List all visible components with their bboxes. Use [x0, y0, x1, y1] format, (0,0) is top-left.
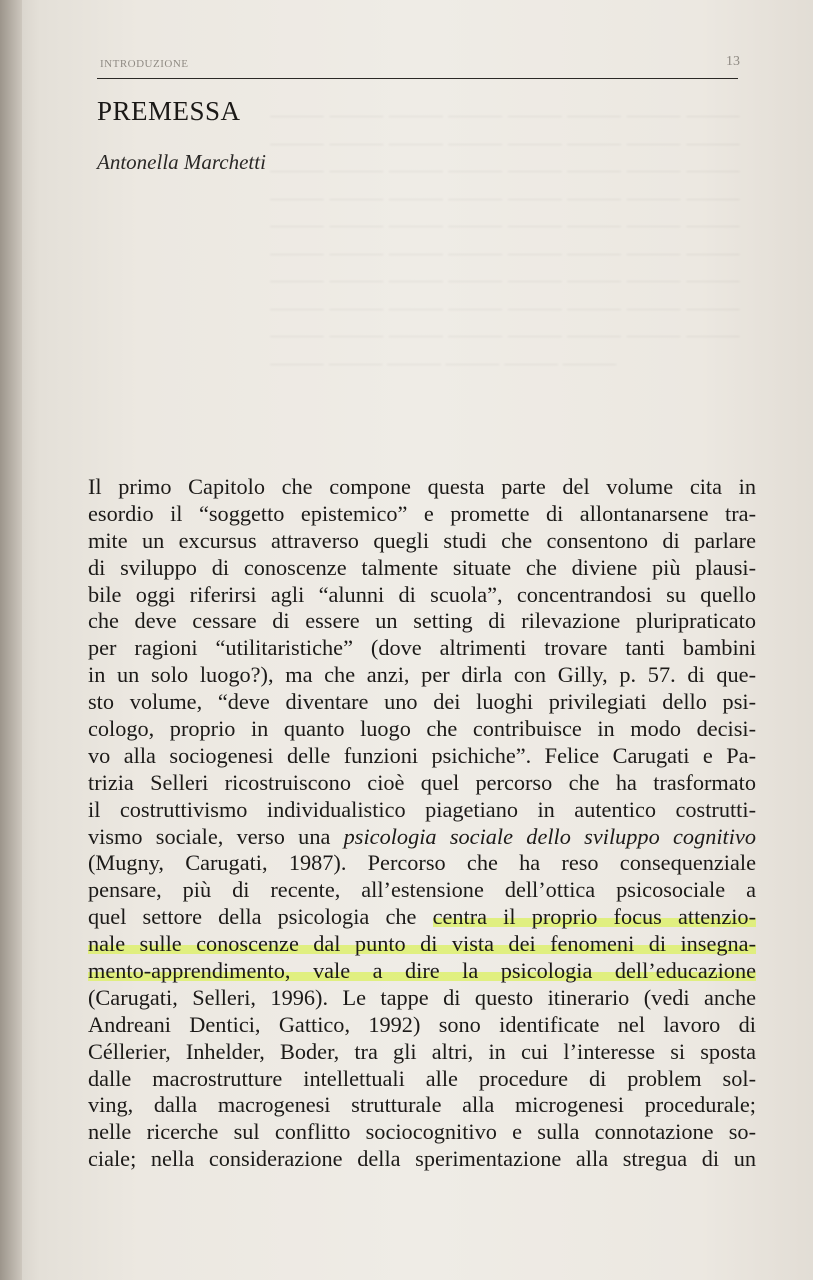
text-line: sto volume, “deve diventare uno dei luoghi privilegiati dello psi- [88, 689, 756, 715]
text-line: pensare, più di recente, all’estensione dell’ottica psicosociale a [88, 877, 756, 903]
text-line: che deve cessare di essere un setting di rilevazione pluripraticato [88, 608, 756, 634]
italic-phrase: psicologia sociale dello sviluppo cognitivo [343, 823, 756, 849]
header-rule [97, 78, 738, 79]
text-line: Il primo Capitolo che compone questa parte del volume cita in [88, 474, 756, 499]
author-name: Antonella Marchetti [97, 150, 266, 174]
text-line: ving, dalla macrogenesi strutturale alla microgenesi procedurale; [88, 1092, 756, 1118]
show-through-text: ——— ——— ——— ——— ——— ——— ——— ——— ——— ——— ——— ——— ——— ——— ——— ——— ——— ——— ——— ——— ——— ——— ——— ——— ——— ——— ——— ——— ——— ——— ——— ——— ——— ——— ——— ——— ——— ——— ——— ——— ——— ——— ——— ——— ——— ——— ——— ——— ——— ——— ——— ——— ——— ——— ——— ——— ——— ——— ——— ——— ——— ——— ——— ——— ——— ——— ——— ——— ——— ——— ——— ——— ——— ——— ——— ——— ——— ——— [270, 105, 740, 373]
text-line: cologo, proprio in quanto luogo che contribuisce in modo decisi- [88, 716, 756, 742]
text-line: di sviluppo di conoscenze talmente situate che diviene più plausi- [88, 554, 756, 580]
highlighted-passage: mento-apprendimento, vale a dire la psicologia dell’educazione [88, 958, 756, 984]
text-line: esordio il “soggetto epistemico” e promette di allontanarsene tra- [88, 500, 756, 526]
text-line [88, 931, 756, 958]
section-title: PREMESSA [97, 96, 241, 126]
text-line: vismo sociale, verso una psicologia sociale dello sviluppo cognitivo [88, 823, 756, 849]
page-number: 13 [726, 54, 740, 69]
text-line: mite un excursus attraverso quegli studi che consentono di parlare [88, 527, 756, 553]
text-line: quel settore della psicologia che centra il proprio focus attenzio- [88, 904, 756, 930]
text-line: nelle ricerche sul conflitto sociocognitivo e sulla connotazione so- [88, 1119, 756, 1145]
text-line: (Carugati, Selleri, 1996). Le tappe di questo itinerario (vedi anche [88, 984, 756, 1010]
text-line: in un solo luogo?), ma che anzi, per dirla con Gilly, p. 57. di que- [88, 662, 756, 688]
text-line: dalle macrostrutture intellettuali alle procedure di problem sol- [88, 1065, 756, 1091]
text-line: ciale; nella considerazione della sperimentazione alla stregua di un [88, 1146, 756, 1172]
book-binding-shadow [0, 0, 22, 1280]
text-line: bile oggi riferirsi agli “alunni di scuola”, concentrandosi su quello [88, 581, 756, 607]
highlighted-passage: nale sulle conoscenze dal punto di vista dei fenomeni di insegna- [88, 931, 756, 957]
text-line: Andreani Dentici, Gattico, 1992) sono identificate nel lavoro di [88, 1011, 756, 1037]
text-line: vo alla sociogenesi delle funzioni psichiche”. Felice Carugati e Pa- [88, 742, 756, 768]
running-head [100, 52, 740, 74]
text-line: il costruttivismo individualistico piagetiano in autentico costrutti- [88, 796, 756, 822]
text-line [88, 958, 756, 985]
text-line: per ragioni “utilitaristiche” (dove altrimenti trovare tanti bambini [88, 635, 756, 661]
highlighted-passage: centra il proprio focus attenzio- [432, 904, 756, 930]
body-text [88, 474, 756, 1173]
text-line: Céllerier, Inhelder, Boder, tra gli altri, in cui l’interesse si sposta [88, 1038, 756, 1064]
running-head-section: INTRODUZIONE [100, 58, 189, 70]
text-line: (Mugny, Carugati, 1987). Percorso che ha reso consequenziale [88, 850, 756, 876]
text-line: trizia Selleri ricostruiscono cioè quel percorso che ha trasformato [88, 769, 756, 795]
